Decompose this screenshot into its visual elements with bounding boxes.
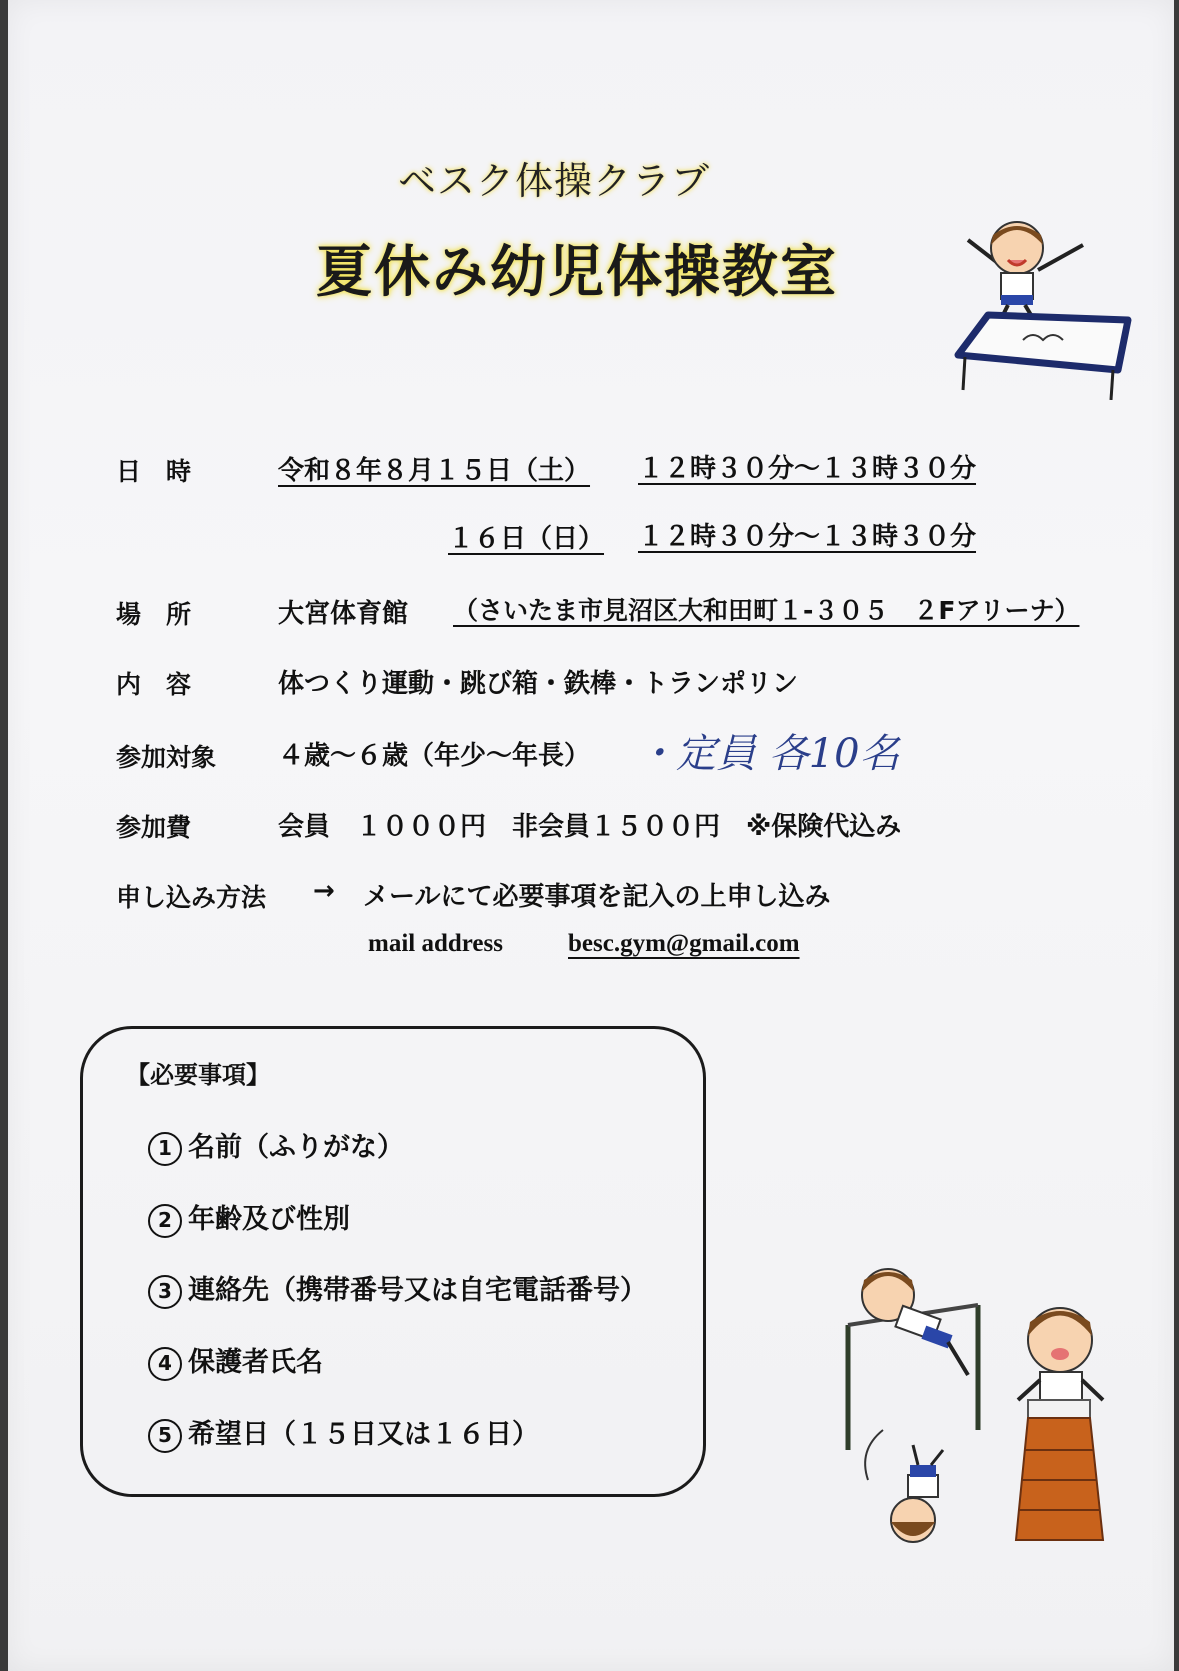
apply-label: 申し込み方法 <box>116 883 267 912</box>
place-address: （さいたま市見沼区大和田町１-３０５ ２Fアリーナ） <box>453 596 1080 625</box>
circled-number: 1 <box>148 1132 182 1166</box>
mail-label: mail address <box>368 930 503 957</box>
apply-text: メールにて必要事項を記入の上申し込み <box>363 882 831 912</box>
gymnastics-kids-illustration <box>828 1250 1128 1550</box>
requirement-item-3 <box>148 1268 647 1309</box>
requirement-text: 保護者氏名 <box>188 1347 323 1378</box>
flyer-title: 夏休み幼児体操教室 <box>316 240 838 305</box>
circled-number: 3 <box>148 1275 182 1309</box>
schedule-date-2: １６日（日） <box>448 524 605 554</box>
schedule-time-1: １２時３０分～１３時３０分 <box>638 454 977 484</box>
requirement-text: 希望日（１５日又は１６日） <box>188 1419 539 1450</box>
apply-arrow: → <box>313 876 335 906</box>
club-name: ベスク体操クラブ <box>398 159 711 203</box>
circled-number: 4 <box>148 1347 182 1381</box>
target-label: 参加対象 <box>116 743 217 772</box>
content-label: 内 容 <box>116 670 192 699</box>
requirement-text: 名前（ふりがな） <box>188 1132 404 1163</box>
schedule-label: 日 時 <box>116 457 192 486</box>
requirements-heading: 【必要事項】 <box>126 1061 270 1089</box>
fee-text: 会員 １０００円 非会員１５００円 ※保険代込み <box>278 812 902 842</box>
requirement-item-2 <box>148 1197 350 1238</box>
place-label: 場 所 <box>116 600 192 629</box>
requirement-item-5 <box>148 1412 539 1453</box>
target-text: ４歳～６歳（年少～年長） <box>278 741 591 771</box>
requirement-text: 年齢及び性別 <box>188 1204 350 1235</box>
mail-address[interactable]: besc.gym@gmail.com <box>568 930 800 957</box>
content-text: 体つくり運動・跳び箱・鉄棒・トランポリン <box>278 669 799 699</box>
circled-number: 2 <box>148 1204 182 1238</box>
flyer-page <box>8 0 1174 1671</box>
schedule-time-2: １２時３０分～１３時３０分 <box>638 522 977 552</box>
requirement-item-4 <box>148 1340 323 1381</box>
requirement-item-1 <box>148 1125 404 1166</box>
fee-label: 参加費 <box>116 813 192 842</box>
trampoline-kid-illustration <box>953 215 1153 400</box>
circled-number: 5 <box>148 1419 182 1453</box>
requirement-text: 連絡先（携帯番号又は自宅電話番号） <box>188 1275 647 1306</box>
place-venue: 大宮体育館 <box>278 599 409 629</box>
handwritten-capacity: ・定員 各10名 <box>636 731 900 777</box>
schedule-date-1: 令和８年８月１５日（土） <box>278 456 591 486</box>
